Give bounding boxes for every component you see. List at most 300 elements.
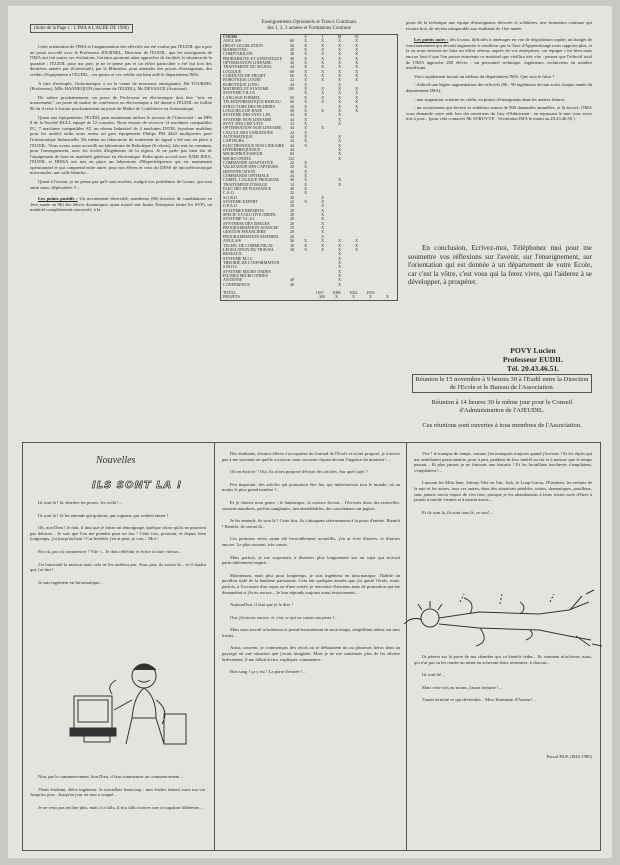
totals-table <box>221 291 396 300</box>
course-name: STRUCTURE DES FICHIERS <box>223 103 275 109</box>
course-hours: 20 <box>290 164 295 170</box>
course-mark: X <box>355 38 359 44</box>
course-mark: X <box>338 47 342 53</box>
course-mark: X <box>304 77 308 83</box>
total-value: 1167 <box>315 289 324 295</box>
course-mark: X <box>321 212 325 218</box>
course-hours: 20 <box>290 47 295 53</box>
course-mark: X <box>321 51 325 57</box>
course-hours: 40 <box>290 186 295 192</box>
course-name: OPTIMISATION LINEAIRE <box>223 60 272 66</box>
course-mark: X <box>338 99 342 105</box>
course-mark <box>297 283 314 287</box>
course-name: LOGIQUE <box>223 68 242 74</box>
course-mark: X <box>338 103 342 109</box>
table-subtitle: des 1, 2, 3 années et Formations Continue <box>267 26 351 31</box>
paragraph: Cette orientation de l'IMA et l'augmentation des effectifs ont été voulus par l'EUDIL qui a pris un poste accordé avec le Professeur JOURNEL, Directeur de l'EUDIL, que les enseignants de l'IMA ont fait toutes ces évolutions. Certains pourront ainsi approcher de facilités la situation de la quantité ; l'EUDIL pour ma part, je ne le pense pas et un effort particulier a été fait lors des dernières années par (Université), par le Ministère, pour atteindre des postes d'enseignants, des crédits d'équipement à l'EUDIL ; ces postes et ces crédits ont bien aidé le département IMA. <box>30 44 212 77</box>
course-hours: 44 <box>290 116 295 122</box>
course-mark: X <box>355 42 359 48</box>
course-name: S.G.B.D. <box>223 194 239 200</box>
course-mark: X <box>338 259 342 265</box>
course-mark: X <box>338 155 342 161</box>
course-hours: 30 <box>290 238 295 244</box>
course-name: IDENTIFICATION <box>223 168 256 174</box>
course-mark: X <box>338 272 342 278</box>
course-hours: 22 <box>290 199 295 205</box>
course-mark: X <box>321 233 325 239</box>
course-mark: X <box>321 77 325 83</box>
paragraph: Où en étais-je ? Oui, ils m'ont proposé d'écrire des articles. Sur quel sujet ? <box>230 469 368 475</box>
course-mark: X <box>338 94 342 100</box>
paragraph: Non, par le commencement, bon Dieu, il faut commencer au commencement... <box>38 774 183 779</box>
projets-mark: X <box>352 294 355 300</box>
paragraph: - une stagnation certaine en crédit, en postes d'enseignants dans les années futures. <box>414 96 566 102</box>
course-mark: X <box>355 51 359 57</box>
course-hours: 20 <box>290 233 295 239</box>
paragraph: Quant à l'avenir, je ne pense pas qu'il sont morbes, malgré nos problèmes de locaux, qui sont entre nous, déplorables !!... <box>30 179 212 190</box>
course-mark: X <box>338 242 342 248</box>
course-mark: X <box>355 107 359 113</box>
course-hours: 40 <box>290 277 295 283</box>
course-mark: X <box>304 246 308 252</box>
paragraph: Maintenant, mais plus pour longtemps, je suis ingénieur en informatique. J'habite un pavillon isolé de la banlieue parisienne. Cela fait quelques années que j'ai quitté l'école, mais, parfois, à l'occasion d'un repas ou d'une soirée, je rencontre d'anciens amis de promotion qui me demandent si j'écris encore... Je leur réponds toujours aussi évasivement... <box>222 572 400 595</box>
course-mark: X <box>338 146 342 152</box>
course-hours: 20 <box>290 229 295 235</box>
paragraph: Oui, j'écrivais encore, et c'est ce qui va causer ma perte !... <box>230 614 338 620</box>
course-mark: X <box>355 55 359 61</box>
course-hours: 60 <box>290 73 295 79</box>
course-name: COMMANDE ADAPTATIVE <box>223 159 274 165</box>
course-mark: X <box>338 77 342 83</box>
paragraph: Voici rapidement brossé un tableau du département IMA. Que sera le futur ? <box>414 73 555 79</box>
course-rows <box>221 39 365 287</box>
course-mark: X <box>321 47 325 53</box>
col-header: M <box>337 34 342 39</box>
course-mark: X <box>321 55 325 61</box>
frame-bottom <box>22 850 601 851</box>
course-mark: X <box>321 42 325 48</box>
course-name: LANGAGE FORMEL <box>223 94 261 100</box>
course-mark: X <box>338 51 342 57</box>
total-value: 1022 <box>349 289 358 295</box>
conclusion: En conclusion, Ecrivez-moi, Téléphonez moi pour me soumettre vos réflexions sur l'avenir, sur l'enseignement, sur l'orientation qui est donnée à un département de votre Ecole, car c'est la vôtre, c'est vous qui la ferez vivre, qui l'aiderez à se développer, à prospérer. <box>408 244 592 287</box>
meeting-notice: Réunion à 14 heures 30 le même jour pour le Conseil d'Administration de l'AIEUDIL. <box>431 399 573 414</box>
computer-user-illustration <box>48 654 198 754</box>
course-name: CONDUITE DE PROJET <box>223 73 266 79</box>
course-hours: 60 <box>290 107 295 113</box>
course-hours: 60 <box>290 99 295 105</box>
course-hours: 44 <box>290 81 295 87</box>
courses-table <box>221 35 365 287</box>
course-hours: 122 <box>287 155 295 161</box>
course-hours: 22 <box>290 190 295 196</box>
course-mark: X <box>304 168 308 174</box>
course-name: ROBOTIQUE COURT <box>223 77 262 83</box>
course-hours: 25 <box>290 225 295 231</box>
course-name: TECHN. DE COMMUNICAT. <box>223 242 274 248</box>
projets-mark: X <box>369 294 372 300</box>
paragraph: Je ne veux pas en dire plus, mais il a fallu, il m'a fallu trouver une occupation différente... <box>38 804 203 810</box>
course-mark: X <box>304 142 308 148</box>
newspaper-page <box>8 6 612 858</box>
course-mark: X <box>304 190 308 196</box>
course-mark: X <box>338 133 342 139</box>
course-name: COMPL. LOGIQUE PROGRAM. <box>223 177 280 183</box>
left-column <box>30 44 212 216</box>
course-mark: X <box>338 86 342 92</box>
signature <box>458 346 608 373</box>
story-left-bottom <box>30 774 206 817</box>
course-mark: X <box>338 42 342 48</box>
table-title: Enseignements Optionnels et Troncs Communs <box>261 20 357 25</box>
course-hours: 40 <box>290 194 295 200</box>
course-mark: X <box>321 229 325 235</box>
negative-points-body: des locaux, difficiles à aménager en vue de dégradation rapide, un budget de fonctionnement qui devrait augmenter à condition que la Taxe d'Apprentissage nous rapporte plus, et la ou nous devions de faire un effort sérieux auprès de vos entreprises, car équiper c'est bien mais encore faut-il que l'on puisse entretenir ce matériel que vieillira très vite : pensez que l'effectif total de l'IMA approche 200 élèves ; un personnel technique, ingénieurs, techniciens en nombre insuffisant. <box>406 37 592 71</box>
course-name: SYSTEME EXPERT <box>223 199 258 205</box>
course-name: ANGLAIS <box>223 238 241 244</box>
paragraph: Bon sang ! ça y est ! La porte d'entrée !... <box>230 669 306 675</box>
course-mark: X <box>304 38 308 44</box>
nouvelles-title: Nouvelles <box>96 455 136 466</box>
course-hours: 22 <box>290 159 295 165</box>
course-name: FILTRES MICRO ONDES <box>223 272 268 278</box>
right-column <box>406 20 592 125</box>
course-mark: X <box>321 207 325 213</box>
course-mark: X <box>321 238 325 244</box>
course-mark: X <box>321 90 325 96</box>
course-mark: X <box>355 103 359 109</box>
course-mark: X <box>355 90 359 96</box>
course-name: CONFERENCE <box>223 281 250 287</box>
paragraph: Oh, non Dieu ! le doit, il faut que je laisse un témoignage, quelque chose qu'ils ne pourront pas détruire... Je sais que l'on me prendra pour un fou ! Cette fois, pourtant, et depuis bien longtemps, j'ai jusqu'au bout ! Car hiérétés j'en ai peur, je vais... Moi ! <box>30 525 206 542</box>
course-mark: X <box>338 107 342 113</box>
course-row <box>221 283 365 287</box>
course-name: SYNT. DES CIRCUITS <box>223 120 263 126</box>
course-mark: X <box>338 116 342 122</box>
course-hours: 60 <box>290 68 295 74</box>
total-value: 1086 <box>332 289 341 295</box>
paragraph: Mais cette fois au moins, j'aurai terminé !... <box>422 684 502 690</box>
signature-phone: Tél. 20.43.46.51. <box>506 364 560 373</box>
course-name: SYSTEME DES SYST. LIN. <box>223 112 272 118</box>
paragraph: Ces premiers récits ayant été favorablement accueillis, j'en ai écrit d'autres, et d'autres encore. Le plus souvent, très courts. <box>222 536 400 547</box>
course-mark: X <box>321 64 325 70</box>
course-mark: X <box>321 225 325 231</box>
course-mark: X <box>304 112 308 118</box>
course-hours: 40 <box>290 51 295 57</box>
course-hours: 44 <box>290 125 295 131</box>
projets-mark: X <box>335 294 338 300</box>
meetings-box <box>412 374 592 430</box>
course-mark: X <box>355 60 359 66</box>
course-mark: X <box>338 60 342 66</box>
course-mark: X <box>338 181 342 187</box>
paragraph: Aussi, souvent, je commençais des récits où se débattaient un ou plusieurs héros dans un paysage où une situation que j'avais imaginés. Mais je ne me contentais plus de les décrire brièvement, il me fallait écrire, expliquer, commenter... <box>222 645 400 662</box>
paragraph: A titre d'exemple, l'informatique a vu la venue de nouveaux enseignants, Mr TOURSEL (Professeur), Mlle HANNEQUIN (ancienne de l'EUDIL), Mr DEVANCE (Assistant). <box>30 80 212 92</box>
course-hours: 14 <box>290 181 295 187</box>
course-mark: X <box>338 90 342 96</box>
course-name: HYPERFREQUENCE <box>223 146 261 152</box>
course-name: TELEINFORMATIQUE RESEAU <box>223 99 281 105</box>
course-mark: X <box>321 220 325 226</box>
course-mark: X <box>355 99 359 105</box>
course-mark: X <box>304 125 308 131</box>
course-mark: X <box>321 86 325 92</box>
course-name: SPECIF. EVOLUTIVE ORDIN. <box>223 212 277 218</box>
course-mark: X <box>304 242 308 248</box>
course-hours: 40 <box>290 281 295 287</box>
paragraph: Par où, par où commencer ? Vite !... Je dois réfléchir et écrire à toute vitesse... <box>38 548 182 554</box>
course-name: THEORIE DE L'INFORMATION <box>223 259 280 265</box>
course-mark: X <box>304 60 308 66</box>
paragraph: Je suis ingénieur en Informatique... <box>38 579 103 585</box>
course-hours: 33 <box>290 120 295 126</box>
meeting-notice: Réunion le 15 novembre à 9 heures 30 à l'Eudil entre la Direction de l'Ecole et le Bureau de l'Association. <box>412 374 592 393</box>
course-mark: X <box>338 281 342 287</box>
course-mark: X <box>338 264 342 270</box>
paragraph: Ils pèsent sur la porte de ma chambre qui va bientôt céder... Ils viennent m'achever, mais, qui n'ai pas su les rendre au néant en achevant leurs aventures, à chacun... <box>414 654 592 665</box>
course-name: GESTION FINANCIERE <box>223 229 266 235</box>
course-mark: X <box>304 47 308 53</box>
paragraph: - d'abord une légère augmentation des effectifs (86 - 90 ingénieurs devant sortir chaque année du département IMA). <box>406 82 592 93</box>
course-mark: X <box>304 51 308 57</box>
course-hours: 44 <box>290 112 295 118</box>
course-name: ELECTRO DE PUISSANCE <box>223 186 272 192</box>
paragraph: J'étais étudiant, élève ingénieur. Je travaillais beaucoup : mes études étaient toute ma vie. Jusqu'au jour... Jusqu'au jour où tout a craqué... <box>30 786 206 798</box>
course-mark: X <box>321 242 325 248</box>
course-mark: X <box>355 246 359 252</box>
projets-mark: X <box>386 294 389 300</box>
courses-table-frame <box>220 34 398 301</box>
story-right-bottom <box>414 654 592 710</box>
course-mark: X <box>355 77 359 83</box>
course-mark: X <box>304 107 308 113</box>
course-mark: X <box>321 68 325 74</box>
course-name: ANGLAIS <box>223 38 241 44</box>
positive-points-title: Les points positifs : <box>38 196 78 202</box>
course-mark: X <box>321 107 325 113</box>
course-name: SYSTEME MICRO ONDES <box>223 268 271 274</box>
col-header: COURS <box>223 34 238 39</box>
paragraph: Je les entends, ils sont là ! Cette fois, ils s'attaquent sérieusement à la porte d'entrée. Bientôt ! Bientôt, ils seront là... <box>222 518 400 529</box>
course-hours: 24 <box>290 129 295 135</box>
course-mark: X <box>304 199 308 205</box>
course-mark: X <box>338 177 342 183</box>
course-mark: X <box>338 142 342 148</box>
course-hours: 60 <box>290 38 295 44</box>
paragraph: J'ai barricadé la maison mais cela ne les arrêtera pas. Sous peu, ils seront là... et il faudra que j'ai fini ! <box>30 561 206 573</box>
course-hours: 40 <box>290 177 295 183</box>
course-name: PROGRAMMATION MATHEM. <box>223 233 279 239</box>
course-hours: 24 <box>290 138 295 144</box>
projets-label: PROJETS <box>223 294 240 300</box>
frame-left <box>22 442 23 850</box>
course-name: SYSTEME NON LINEAIRE <box>223 116 272 122</box>
course-mark: X <box>321 60 325 66</box>
course-hours: 44 <box>290 173 295 178</box>
course-name: COMMANDE OPTIMALE <box>223 173 270 178</box>
course-mark: X <box>321 199 325 205</box>
course-mark: X <box>338 277 342 283</box>
course-mark: X <box>338 112 342 118</box>
course-hours: 22 <box>290 77 295 83</box>
course-mark: X <box>355 47 359 53</box>
course-mark: X <box>304 73 308 79</box>
course-mark <box>314 283 331 287</box>
course-mark: X <box>304 173 308 178</box>
paragraph: - un recrutement qui devrait se stabiliser autour de 900 demandes annuelles, et là encore, l'IMA vous demande votre aide lors des entretiens du Jury d'Admission : en repassant le mot vous serez mis à jour... (pour cela contacter Mr STRUYVE - Secrétariat IMA le matin au 20.43.46.50.) <box>406 105 592 122</box>
course-name: RESEAUX <box>223 251 242 257</box>
course-name: OPTIMISATION NON LINEAIRE <box>223 125 282 131</box>
course-name: VALIDATION DES CAPTEURS <box>223 164 279 170</box>
course-mark: X <box>321 203 325 209</box>
meeting-notice: Ces réunions sont ouvertes à tous membres de l'Association. <box>422 422 582 430</box>
paragraph: Ils sont là ! là, derrière les portes, les voilà !... <box>38 500 123 505</box>
course-name: LEGISLATION DU TRAVAIL <box>223 246 275 252</box>
course-mark: X <box>355 73 359 79</box>
course-mark: X <box>338 73 342 79</box>
paragraph: Quant aux équipements, l'EUDIL peut maintenant utiliser le serveur de l'Université : un DPS 8 de la Société BULL équipé de 12 consoles. Nous venons de recevoir 14 machines compatibles PC, 7 machines compatibles AT, un réseau Industriel de 4 machines INTEL (système multibus pour les unités) enfin nous avons un gros équipement Philips PM 4422 multipostes pour l'informatique Industrielle. De même un laboratoire de traitement de signal a été mis en place à l'EUDIL. Nous avons aussi accueilli un laboratoire de Robotique (6 robots), lalo mis en commun, pour l'enseignement, avec les écoles d'ingénieurs de la région. Je ne parle pas bien sûr de l'équipement de base en matériels généraux en électronique. Enfin après accord avec IUER IEEA, l'EUDIL et IREEA ont mis en place un laboratoire d'Hyperfréquence qui est maintenant opérationnel et qui comprend entre autre, pour nos élèves et ceux du DESS de microélectronique micronodes, une salle blanche... <box>30 114 212 176</box>
course-hours: 30 <box>290 246 295 252</box>
paragraph: Ils sont là!... <box>422 672 445 678</box>
course-mark: X <box>355 64 359 70</box>
signature-title: Professeur EUDIL <box>502 355 564 364</box>
col-header: I <box>321 34 324 39</box>
column-rule <box>214 442 215 850</box>
course-hours: 44 <box>290 146 295 152</box>
course-mark: X <box>304 64 308 70</box>
course-hours: 40 <box>290 168 295 174</box>
course-mark: X <box>338 138 342 144</box>
positive-points-body: Un recrutement diversifié, nombreux (86) dossiers de candidatures en 1ère année en 86) des élèves dynamiques ayant monté une Junior Entreprise (entre les SVP), un matériel complètement renouvelé, à la <box>30 196 213 213</box>
course-mark: X <box>304 103 308 109</box>
course-mark: X <box>355 238 359 244</box>
course-name: TRAITEMENT DU SIGNAL <box>223 64 273 70</box>
course-mark: X <box>304 68 308 74</box>
course-mark: X <box>338 68 342 74</box>
course-mark: X <box>304 164 308 170</box>
course-name: SYSTEMES REPARTIS <box>223 207 264 213</box>
total-label: TOTAL <box>223 289 237 295</box>
course-mark: X <box>304 138 308 144</box>
course-name: SYNTHESE DES IMAGES <box>223 220 270 226</box>
course-mark: X <box>338 55 342 61</box>
course-mark: X <box>338 120 342 126</box>
course-name: CAPTEURS <box>223 138 244 144</box>
col-header: A <box>304 34 308 39</box>
course-name: SYSTEME V.L.S.I <box>223 216 255 222</box>
course-name: C.A.O. <box>223 190 235 196</box>
course-mark: X <box>355 94 359 100</box>
paragraph: Laissant les Mila Jane, Johnny Tête en l'air, Jack, le Loup-Garou, l'Ermitien, les enfants de la nuit et les autres, tous ces autres, dans des situations pénibles, tristes, dramatiques, pouilleux, sans jamais savoir espoir de s'en tirer, puisque je les abandonnais à leurs tristes sorts d'êtres à jamais à moitié vivants et à moitié morts... <box>414 480 592 503</box>
story-title: ILS SONT LA ! <box>92 480 183 491</box>
course-hours: 20 <box>290 220 295 226</box>
course-mark: X <box>321 216 325 222</box>
course-mark: X <box>321 94 325 100</box>
paragraph: Mais parfois, je me surprenais à disserter plus longuement sur un sujet qui m'avait particulièrement inspiré... <box>222 554 400 566</box>
course-mark: X <box>338 238 342 244</box>
paragraph: Et ils sont là, ils sont tous là, ce soir!... <box>422 509 493 515</box>
paragraph: Peu importait, des articles qui pourraient être lus, qui intéresseront tout le monde, où au moins le plus grand nombre !... <box>222 481 400 493</box>
course-name: CALCUL DES VARIATIONS <box>223 129 273 135</box>
paragraph: poste de la technique une équipe d'enseignants dévoués et solidaires, une formation continue qui recrute bon, de niveau comparable aux étudiants de 1ère année. <box>406 20 592 31</box>
course-mark: X <box>321 99 325 105</box>
course-mark: X <box>304 94 308 100</box>
lying-figure-illustration <box>400 580 610 650</box>
course-mark: X <box>304 186 308 192</box>
projets-hours: 300 <box>318 294 325 300</box>
course-mark: X <box>304 177 308 183</box>
course-name: AUTOMATIQUE <box>223 133 253 139</box>
negative-points-title: Les points noirs : <box>414 37 449 43</box>
course-mark: X <box>304 133 308 139</box>
course-mark: X <box>304 55 308 61</box>
course-name: SYSTEME T.R.I.A <box>223 90 255 96</box>
course-mark: X <box>304 116 308 122</box>
paragraph: Ils sont là ! Je les entends qui grattent, qui cognent, qui veulent entrer ! <box>38 512 169 518</box>
course-hours: 44 <box>290 60 295 66</box>
course-mark: X <box>304 181 308 187</box>
course-name: G.P.A.O. <box>223 203 238 209</box>
course-hours: 20 <box>290 212 295 218</box>
course-mark: X <box>321 73 325 79</box>
course-mark: X <box>355 86 359 92</box>
course-mark: X <box>304 81 308 87</box>
course-mark: X <box>321 38 325 44</box>
course-hours: 30 <box>290 242 295 248</box>
course-hours: 20 <box>290 216 295 222</box>
course-mark: X <box>304 90 308 96</box>
course-hours: 44 <box>290 64 295 70</box>
course-mark: X <box>304 99 308 105</box>
course-name: MATERIEL ET SYSTEME <box>223 86 269 92</box>
course-name: COMPTABILITE <box>223 51 253 57</box>
course-mark <box>348 283 365 287</box>
course-name: ANTENNE <box>223 277 243 283</box>
course-mark: X <box>338 151 342 157</box>
course-name: PROBABILITE ET STATISTIQUE <box>223 55 282 61</box>
course-name: SYSTEME M.LC <box>223 255 253 261</box>
course-name: MICROPROCESSEUR <box>223 151 263 157</box>
courses-table-panel <box>220 20 398 301</box>
course-hours: 100 <box>287 86 295 92</box>
course-mark: X <box>321 125 325 131</box>
course-mark: X <box>338 246 342 252</box>
paragraph: Aujourd'hui, il faut que je le dise ! <box>230 602 294 608</box>
course-mark: X <box>338 81 342 87</box>
story-author: Pascal HUE (IMA 1985) <box>546 754 592 759</box>
course-mark: X <box>338 251 342 257</box>
paragraph: Vite ! le manque de temps, comme j'en manquais toujours quand j'écrivais ! Et les répits qui me semblaient passionnants, pour à peu, pendant de leur intérêt au fur et à mesure que le temps passait... Et plus jamais je ne finissais une histoire ! Et les brouillons inachevés s'empilaient, s'empilaient !... <box>414 451 592 473</box>
course-name: S.M.O.C <box>223 264 238 270</box>
course-mark: X <box>338 38 342 44</box>
course-name: LOGICIELS DE BASE <box>223 107 263 113</box>
section-divider <box>22 442 600 443</box>
course-name: MICRO ONDES <box>223 155 252 161</box>
course-hours: 20 <box>290 203 295 209</box>
paragraph: J'aurai terminé ce qui deviendra... Mon Testament d'Auteur!... <box>422 697 536 703</box>
course-mark: X <box>304 42 308 48</box>
course-hours: 30 <box>290 42 295 48</box>
course-mark: X <box>321 246 325 252</box>
story-right-column <box>414 451 592 522</box>
course-mark: X <box>338 268 342 274</box>
course-hours: 44 <box>290 133 295 139</box>
course-hours: 30 <box>290 103 295 109</box>
paragraph: Mais mon travail m'intéresse et prend énormément de mon temps, simplifiant même sur mes loisirs... <box>222 627 400 638</box>
course-name: ELECTRONIQUE NON LINEAIRE <box>223 142 284 148</box>
paragraph: Des étudiants, d'autres élèves s'occupaient du Journal de l'Ecole et m'ont proposé, je n'arrive pas à me souvenir en quelle occasion, mais souvenir fuyant devant l'urgence du moment !... <box>222 451 400 462</box>
